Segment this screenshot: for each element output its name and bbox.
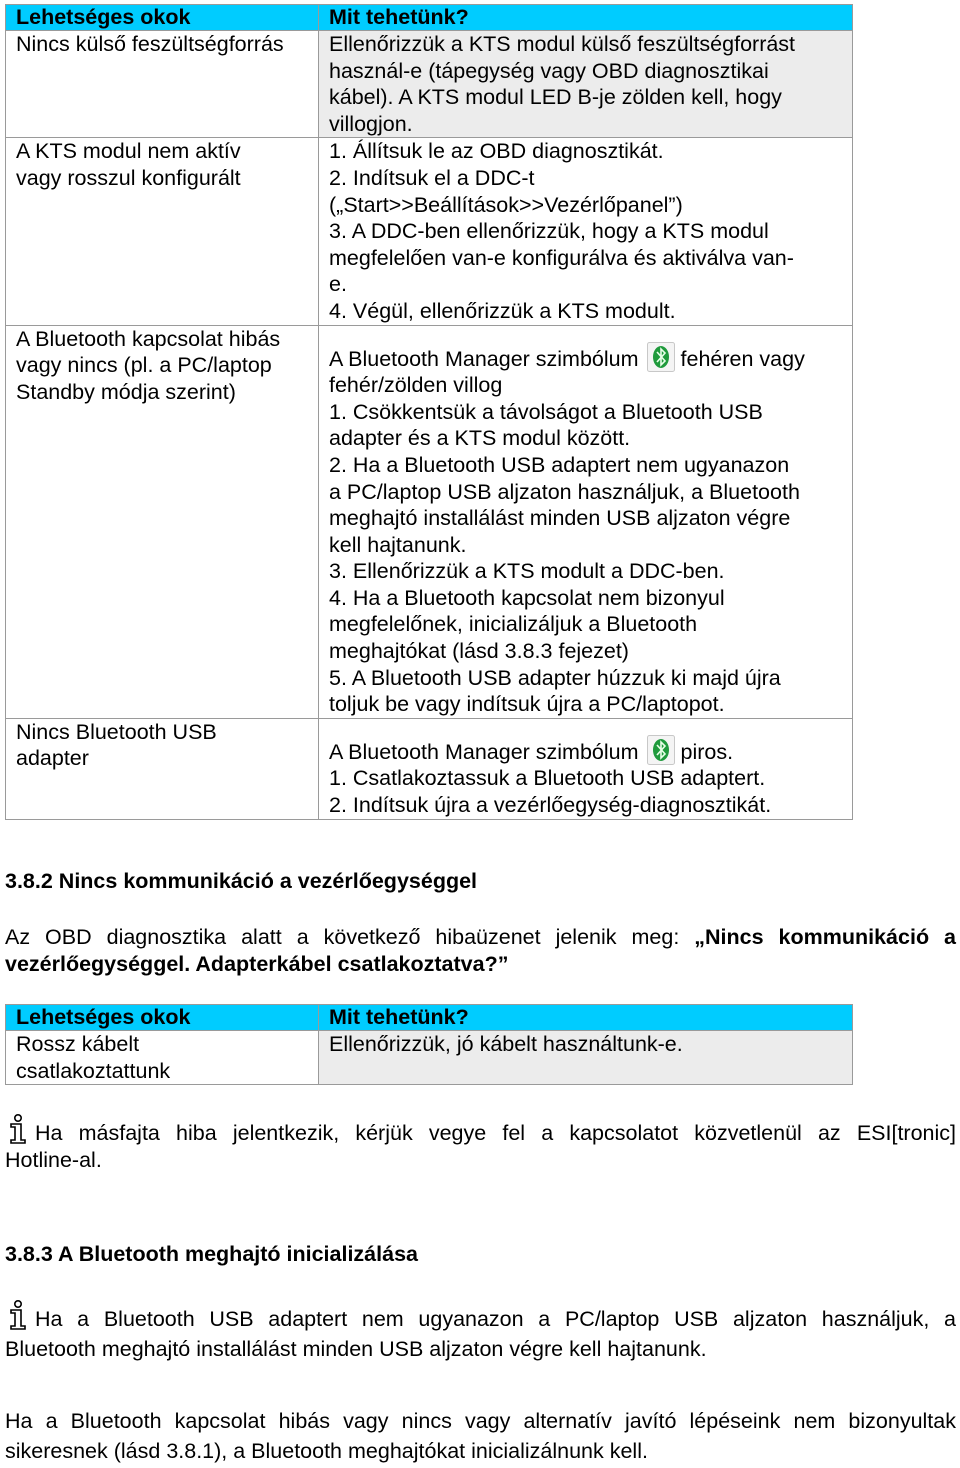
action-line: kábel). A KTS modul LED B-je zölden kell, hogy xyxy=(329,85,782,110)
intro-line xyxy=(5,924,956,951)
action-line: a PC/laptop USB aljzaton használjuk, a Bluetooth xyxy=(329,479,800,504)
table-header-row xyxy=(6,5,853,31)
info-icon xyxy=(5,1300,31,1330)
note-text: Ha másfajta hiba jelentkezik, kérjük vegye fel a kapcsolatot közvetlenül az ESI[tronic] xyxy=(35,1121,956,1145)
action-line: fehér/zölden villog xyxy=(329,373,503,398)
action-line: e. xyxy=(329,272,347,297)
error-message-text: vezérlőegységgel. Adapterkábel csatlakoztatva?” xyxy=(5,952,509,976)
action-line: 5. A Bluetooth USB adapter húzzuk ki majd újra xyxy=(329,665,781,690)
action-line: kell hajtanunk. xyxy=(329,532,467,557)
cause-line: A Bluetooth kapcsolat hibás xyxy=(16,326,281,351)
bluetooth-manager-icon xyxy=(647,342,675,372)
action-line: 3. Ellenőrizzük a KTS modult a DDC-ben. xyxy=(329,559,725,584)
action-line: megfelelőnek, inicializáljuk a Bluetooth xyxy=(329,612,698,637)
note-line xyxy=(5,1114,956,1147)
cause-cell xyxy=(6,718,319,819)
action-cell xyxy=(319,31,853,138)
note-line xyxy=(5,1300,956,1333)
body-paragraph xyxy=(5,1408,956,1465)
intro-line xyxy=(5,951,956,978)
note-line: Bluetooth meghajtó installálást minden USB aljzaton végre kell hajtanunk. xyxy=(5,1337,707,1361)
action-line: („Start>>Beállítások>>Vezérlőpanel”) xyxy=(329,192,683,217)
cause-line: Nincs külső feszültségforrás xyxy=(16,32,284,56)
action-text: A Bluetooth Manager szimbólum xyxy=(329,346,639,371)
header-causes: Lehetséges okok xyxy=(6,5,319,31)
cause-cell xyxy=(6,138,319,325)
body-line: sikeresnek (lásd 3.8.1), a Bluetooth meghajtókat inicializálnunk kell. xyxy=(5,1439,648,1463)
action-line: 4. Végül, ellenőrizzük a KTS modult. xyxy=(329,298,676,323)
action-cell xyxy=(319,718,853,819)
action-text: piros. xyxy=(680,739,734,764)
table-row xyxy=(6,31,853,138)
header-causes: Lehetséges okok xyxy=(6,1005,319,1031)
note-line: Hotline-al. xyxy=(5,1148,102,1172)
action-line: 1. Állítsuk le az OBD diagnosztikát. xyxy=(329,139,664,164)
table-row xyxy=(6,1031,853,1085)
note-text: Ha a Bluetooth USB adaptert nem ugyanazon a PC/laptop USB aljzaton használjuk, a xyxy=(35,1307,956,1331)
table-header-row xyxy=(6,1005,853,1031)
action-text: fehéren vagy xyxy=(680,346,805,371)
action-line: Ellenőrizzük a KTS modul külső feszültségforrást xyxy=(329,32,796,56)
intro-text: Az OBD diagnosztika alatt a következő hibaüzenet jelenik meg: xyxy=(5,925,695,949)
table-row xyxy=(6,138,853,325)
cause-cell xyxy=(6,1031,319,1085)
info-icon xyxy=(5,1114,31,1144)
action-line: villogjon. xyxy=(329,111,413,136)
intro-paragraph xyxy=(5,924,956,978)
table-row xyxy=(6,325,853,718)
note-paragraph-1 xyxy=(5,1114,956,1174)
header-actions: Mit tehetünk? xyxy=(319,1005,853,1031)
action-line: 1. Csatlakoztassuk a Bluetooth USB adaptert. xyxy=(329,766,766,791)
cause-line: csatlakoztattunk xyxy=(16,1058,171,1083)
cause-cell xyxy=(6,31,319,138)
table-row xyxy=(6,718,853,819)
troubleshooting-table-2 xyxy=(5,1004,853,1085)
body-line: Ha a Bluetooth kapcsolat hibás vagy nincs vagy alternatív javító lépéseink nem bizonyultak xyxy=(5,1409,956,1433)
action-line xyxy=(329,342,846,373)
action-cell xyxy=(319,138,853,325)
action-line: 2. Indítsuk újra a vezérlőegység-diagnosztikát. xyxy=(329,793,772,818)
cause-line: A KTS modul nem aktív xyxy=(16,139,241,164)
action-line: 3. A DDC-ben ellenőrizzük, hogy a KTS modul xyxy=(329,219,769,244)
section-heading-3-8-3: 3.8.3 A Bluetooth meghajtó inicializálása xyxy=(5,1242,418,1266)
action-line: 4. Ha a Bluetooth kapcsolat nem bizonyul xyxy=(329,585,725,610)
action-line: 2. Ha a Bluetooth USB adaptert nem ugyanazon xyxy=(329,452,790,477)
cause-line: vagy nincs (pl. a PC/laptop xyxy=(16,353,272,378)
action-line: 2. Indítsuk el a DDC-t xyxy=(329,165,535,190)
action-line: 1. Csökkentsük a távolságot a Bluetooth USB xyxy=(329,399,763,424)
header-actions: Mit tehetünk? xyxy=(319,5,853,31)
troubleshooting-table-1 xyxy=(5,4,853,820)
action-line: Ellenőrizzük, jó kábelt használtunk-e. xyxy=(329,1032,683,1056)
cause-line: Rossz kábelt xyxy=(16,1032,140,1056)
cause-line: Nincs Bluetooth USB xyxy=(16,719,217,744)
cause-line: vagy rosszul konfigurált xyxy=(16,165,241,190)
bluetooth-manager-icon xyxy=(647,735,675,765)
cause-line: adapter xyxy=(16,746,89,771)
action-text: A Bluetooth Manager szimbólum xyxy=(329,739,639,764)
section-heading-3-8-2: 3.8.2 Nincs kommunikáció a vezérlőegységgel xyxy=(5,869,478,893)
action-line: megfelelően van-e konfigurálva és aktiválva van- xyxy=(329,245,794,270)
note-paragraph-2 xyxy=(5,1300,956,1363)
action-line: használ-e (tápegység vagy OBD diagnosztikai xyxy=(329,58,769,83)
action-cell xyxy=(319,1031,853,1085)
action-cell xyxy=(319,325,853,718)
cause-cell xyxy=(6,325,319,718)
action-line: adapter és a KTS modul között. xyxy=(329,426,631,451)
action-line xyxy=(329,735,846,766)
cause-line: Standby módja szerint) xyxy=(16,379,236,404)
action-line: meghajtó installálást minden USB aljzaton végre xyxy=(329,506,791,531)
action-line: meghajtókat (lásd 3.8.3 fejezet) xyxy=(329,639,629,664)
error-message-text: „Nincs kommunikáció a xyxy=(694,925,956,949)
action-line: toljuk be vagy indítsuk újra a PC/laptopot. xyxy=(329,692,725,717)
